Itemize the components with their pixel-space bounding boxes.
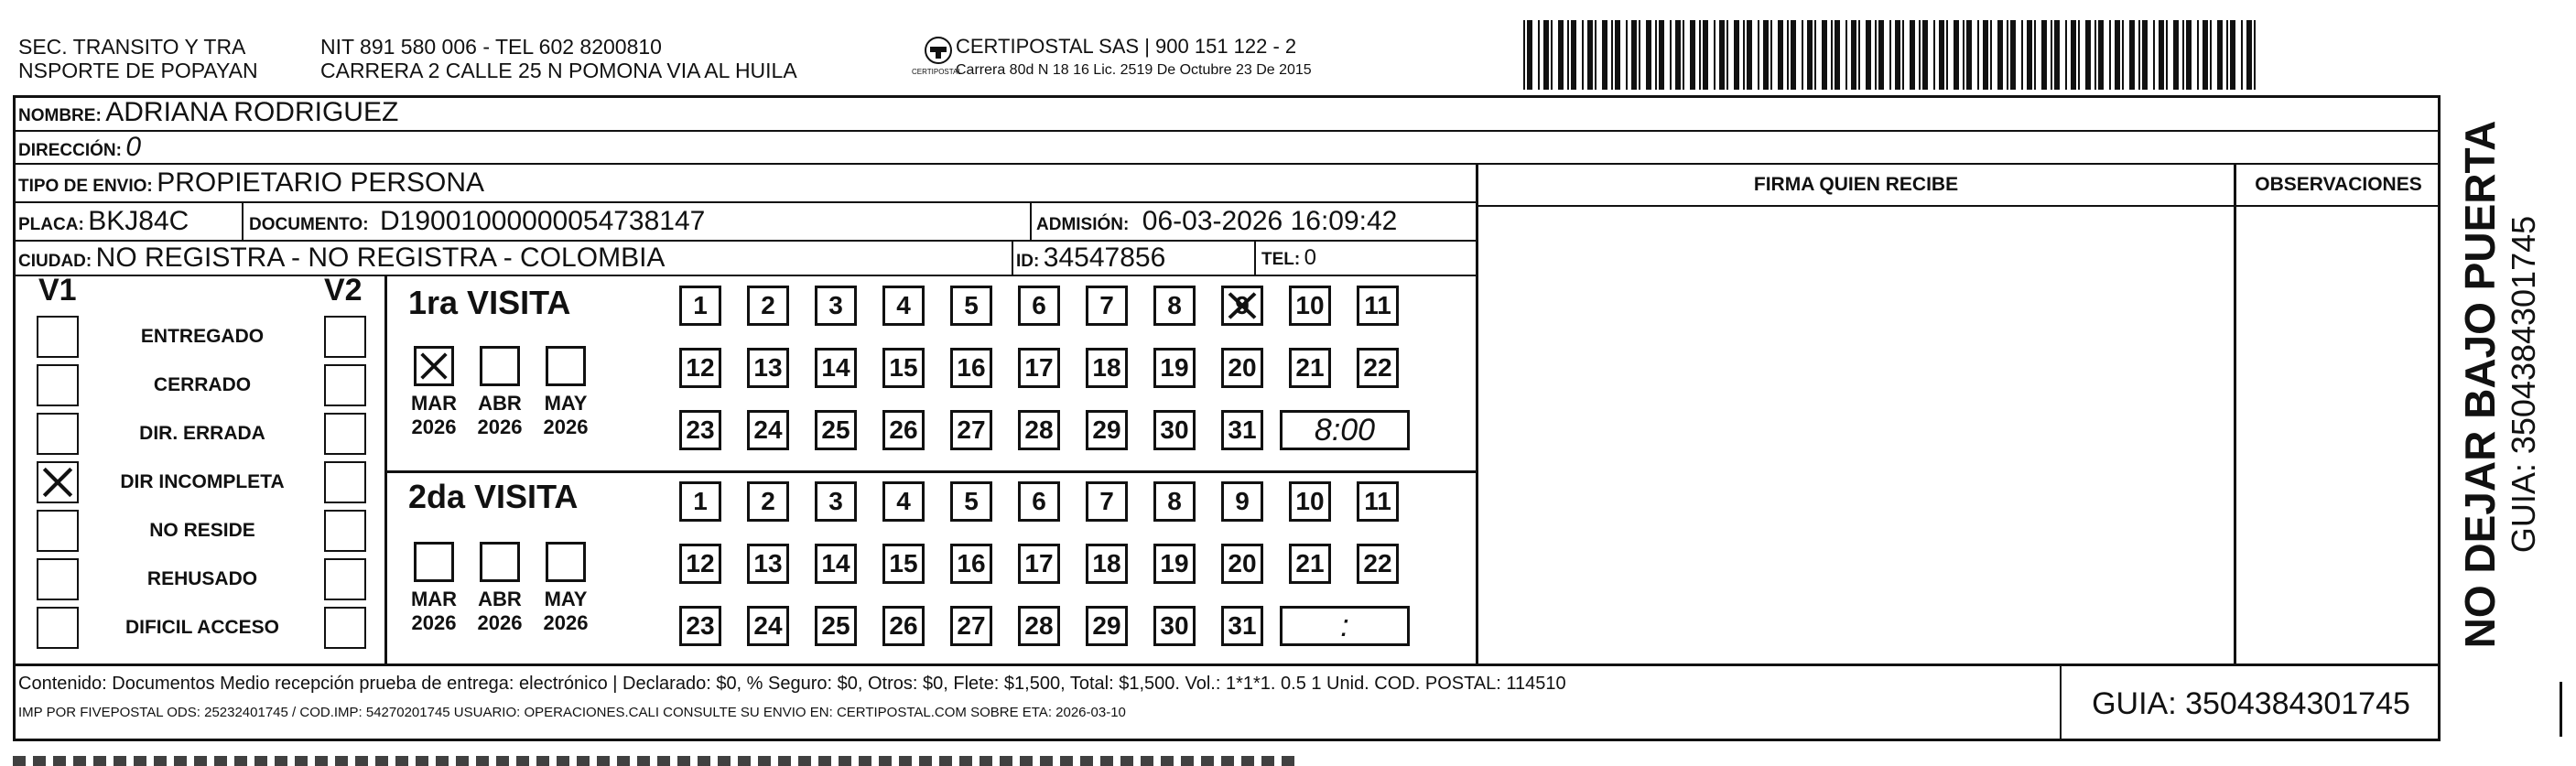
visit1-day-10[interactable]: 10	[1289, 286, 1331, 326]
visit2-month-label: ABR 2026	[477, 588, 523, 634]
barcode-bar	[2138, 20, 2140, 90]
barcode-bar	[2115, 20, 2120, 90]
visit1-day-20[interactable]: 20	[1221, 348, 1263, 388]
status-label: ENTREGADO	[140, 326, 265, 347]
visit2-title: 2da VISITA	[408, 478, 579, 515]
visit1-day-6[interactable]: 6	[1018, 286, 1060, 326]
visit2-day-22[interactable]: 22	[1357, 544, 1399, 584]
visit2-month-label: MAY 2026	[543, 588, 589, 634]
visit1-day-14[interactable]: 14	[815, 348, 857, 388]
barcode-bar	[2021, 20, 2023, 90]
visit1-month-checkbox-may[interactable]	[546, 346, 586, 386]
visit1-day-30[interactable]: 30	[1153, 410, 1196, 450]
barcode-bar	[2246, 20, 2252, 90]
barcode-bar	[1714, 20, 1716, 90]
plate-label: PLACA:	[18, 215, 84, 234]
v1-checkbox-dir-errada[interactable]	[37, 413, 79, 455]
barcode-bar	[1977, 20, 1979, 90]
barcode-bar	[2153, 20, 2155, 90]
status-label: DIR. ERRADA	[139, 423, 265, 444]
v1-header: V1	[38, 273, 77, 307]
barcode-bar	[2241, 20, 2243, 90]
barcode-bar	[1758, 20, 1759, 90]
visit1-day-13[interactable]: 13	[747, 348, 789, 388]
visit1-day-19[interactable]: 19	[1153, 348, 1196, 388]
visit2-day-1[interactable]: 1	[679, 481, 721, 522]
barcode-bar	[1582, 20, 1584, 90]
status-label: DIFICIL ACCESO	[124, 617, 279, 638]
v2-checkbox-rehusado[interactable]	[324, 558, 366, 600]
visit1-title: 1ra VISITA	[408, 284, 571, 321]
bottom-cutoff-text	[13, 756, 1294, 766]
barcode-bar	[2210, 20, 2212, 90]
sender-nit: NIT 891 580 006 - TEL 602 8200810	[320, 35, 662, 59]
barcode-bar	[1933, 20, 1935, 90]
barcode-bar	[1875, 20, 1877, 90]
visit2-day-26[interactable]: 26	[882, 606, 925, 646]
visit1-month-checkbox-abr[interactable]	[480, 346, 520, 386]
visit2-month-checkbox-abr[interactable]	[480, 542, 520, 582]
barcode-bar	[1858, 20, 1860, 90]
status-label: CERRADO	[153, 374, 252, 395]
barcode-bar	[1778, 20, 1783, 90]
city-field	[18, 242, 665, 275]
visit1-day-2[interactable]: 2	[747, 286, 789, 326]
barcode-bar	[1939, 20, 1944, 90]
visit1-month-label: MAY 2026	[543, 392, 589, 438]
visit1-day-26[interactable]: 26	[882, 410, 925, 450]
tel-value: 0	[1304, 245, 1317, 270]
visit1-day-23[interactable]: 23	[679, 410, 721, 450]
visit1-day-11[interactable]: 11	[1357, 286, 1399, 326]
barcode-bar	[2166, 20, 2168, 90]
visit1-day-27[interactable]: 27	[950, 410, 992, 450]
barcode-bar	[1626, 20, 1628, 90]
visit1-day-12[interactable]: 12	[679, 348, 721, 388]
barcode-bar	[2182, 20, 2184, 90]
barcode-bar	[1726, 20, 1728, 90]
barcode-bar	[1919, 20, 1921, 90]
visit1-day-5[interactable]: 5	[950, 286, 992, 326]
barcode-bar	[2034, 20, 2036, 90]
barcode-bar	[1851, 20, 1856, 90]
status-label: NO RESIDE	[149, 520, 255, 541]
barcode-bar	[1646, 20, 1651, 90]
barcode-bar	[1902, 20, 1904, 90]
barcode-bar	[1655, 20, 1657, 90]
admission-label: ADMISIÓN:	[1036, 215, 1130, 234]
visit2-day-7[interactable]: 7	[1086, 481, 1128, 522]
visit2-day-23[interactable]: 23	[679, 606, 721, 646]
barcode	[1523, 20, 2265, 90]
visit2-day-3[interactable]: 3	[815, 481, 857, 522]
barcode-bar	[2051, 20, 2052, 90]
barcode-bar	[1567, 20, 1569, 90]
barcode-bar	[1703, 20, 1708, 90]
tel-label: TEL:	[1261, 250, 1301, 269]
barcode-bar	[2197, 20, 2199, 90]
barcode-bar	[1889, 20, 1891, 90]
id-label: ID:	[1016, 252, 1040, 271]
barcode-bar	[1595, 20, 1596, 90]
visit2-day-15[interactable]: 15	[882, 544, 925, 584]
barcode-bar	[2186, 20, 2192, 90]
no-dejar-bajo-puerta: NO DEJAR BAJO PUERTA	[2456, 120, 2504, 649]
barcode-bar	[1611, 20, 1613, 90]
barcode-bar	[2071, 20, 2076, 90]
visit2-day-21[interactable]: 21	[1289, 544, 1331, 584]
barcode-bar	[1527, 20, 1532, 90]
side-panel	[2450, 120, 2550, 649]
status-label: REHUSADO	[146, 568, 258, 589]
barcode-bar	[2129, 20, 2135, 90]
barcode-bar	[1747, 20, 1752, 90]
barcode-bar	[2230, 20, 2235, 90]
admission-field	[1036, 203, 1397, 240]
document-value: D19001000000054738147	[380, 206, 706, 236]
visit2-day-29[interactable]: 29	[1086, 606, 1128, 646]
logo-text: CERTIPOSTAL	[912, 68, 962, 76]
v1-checkbox-entregado[interactable]	[37, 316, 79, 358]
barcode-bar	[1683, 20, 1684, 90]
barcode-bar	[1895, 20, 1900, 90]
barcode-bar	[2203, 20, 2208, 90]
visit2-day-25[interactable]: 25	[815, 606, 857, 646]
v1-checkbox-rehusado[interactable]	[37, 558, 79, 600]
name-label: NOMBRE:	[18, 106, 102, 125]
visit2-time-field[interactable]: :	[1280, 606, 1410, 646]
address-field	[18, 132, 141, 163]
id-value: 34547856	[1043, 243, 1166, 273]
signature-header: FIRMA QUIEN RECIBE	[1753, 174, 1959, 195]
visit2-day-30[interactable]: 30	[1153, 606, 1196, 646]
document-field	[249, 203, 705, 240]
barcode-bar	[1615, 20, 1620, 90]
visit2-day-8[interactable]: 8	[1153, 481, 1196, 522]
barcode-bar	[1787, 20, 1789, 90]
barcode-bar	[1699, 20, 1701, 90]
barcode-bar	[1639, 20, 1640, 90]
barcode-bar	[1602, 20, 1607, 90]
company-name: CERTIPOSTAL SAS | 900 151 122 - 2	[956, 35, 1297, 58]
barcode-bar	[1675, 20, 1681, 90]
visit1-day-17[interactable]: 17	[1018, 348, 1060, 388]
barcode-bar	[1997, 20, 2003, 90]
name-field	[18, 95, 398, 130]
barcode-bar	[2085, 20, 2091, 90]
sender-address: CARRERA 2 CALLE 25 N POMONA VIA AL HUILA	[320, 59, 797, 82]
v1-checkbox-dificil-acceso[interactable]	[37, 607, 79, 649]
visit2-day-24[interactable]: 24	[747, 606, 789, 646]
barcode-bar	[1631, 20, 1637, 90]
company-license: Carrera 80d N 18 16 Lic. 2519 De Octubre 23 De 2015	[956, 62, 1312, 78]
barcode-bar	[2007, 20, 2008, 90]
barcode-bar	[1558, 20, 1564, 90]
id-field	[1016, 242, 1165, 275]
barcode-bar	[1763, 20, 1769, 90]
visit2-day-4[interactable]: 4	[882, 481, 925, 522]
barcode-bar	[1822, 20, 1827, 90]
barcode-bar	[1659, 20, 1664, 90]
sender-name-line2: NSPORTE DE POPAYAN	[18, 59, 258, 82]
visit1-day-21[interactable]: 21	[1289, 348, 1331, 388]
barcode-bar	[2010, 20, 2016, 90]
document-label: DOCUMENTO:	[249, 215, 369, 234]
visit2-day-27[interactable]: 27	[950, 606, 992, 646]
barcode-bar	[1538, 20, 1540, 90]
barcode-bar	[2054, 20, 2060, 90]
barcode-bar	[1966, 20, 1972, 90]
visit1-day-29[interactable]: 29	[1086, 410, 1128, 450]
barcode-bar	[1831, 20, 1833, 90]
v2-header: V2	[324, 273, 363, 307]
v2-checkbox-dir-incompleta[interactable]	[324, 461, 366, 503]
city-label: CIUDAD:	[18, 252, 92, 271]
barcode-bar	[1807, 20, 1813, 90]
barcode-bar	[1983, 20, 1988, 90]
visit1-day-4[interactable]: 4	[882, 286, 925, 326]
visit1-day-18[interactable]: 18	[1086, 348, 1128, 388]
barcode-bar	[1878, 20, 1884, 90]
barcode-bar	[1835, 20, 1840, 90]
recipient-address: 0	[125, 132, 142, 162]
visit1-day-9[interactable]: 9	[1221, 286, 1263, 326]
barcode-bar	[1866, 20, 1871, 90]
barcode-bar	[2041, 20, 2047, 90]
admission-value: 06-03-2026 16:09:42	[1142, 206, 1398, 236]
sender-name-line1: SEC. TRANSITO Y TRA	[18, 35, 246, 59]
barcode-bar	[2226, 20, 2228, 90]
barcode-bar	[2142, 20, 2148, 90]
v2-checkbox-cerrado[interactable]	[324, 364, 366, 406]
side-guia: GUIA: 3504384301745	[2505, 215, 2542, 554]
visit2-day-10[interactable]: 10	[1289, 481, 1331, 522]
barcode-bar	[1543, 20, 1549, 90]
v2-checkbox-dificil-acceso[interactable]	[324, 607, 366, 649]
visit1-month-label: MAR 2026	[410, 392, 458, 438]
visit1-day-15[interactable]: 15	[882, 348, 925, 388]
barcode-bar	[2027, 20, 2032, 90]
barcode-bar	[1910, 20, 1915, 90]
barcode-bar	[1587, 20, 1593, 90]
visit1-day-7[interactable]: 7	[1086, 286, 1128, 326]
visit2-day-11[interactable]: 11	[1357, 481, 1399, 522]
visit1-day-3[interactable]: 3	[815, 286, 857, 326]
barcode-bar	[1571, 20, 1576, 90]
shipping-type-field	[18, 165, 484, 201]
barcode-bar	[2173, 20, 2179, 90]
v2-checkbox-no-reside[interactable]	[324, 510, 366, 552]
barcode-bar	[1523, 20, 1525, 90]
v1-checkbox-cerrado[interactable]	[37, 364, 79, 406]
visit2-day-20[interactable]: 20	[1221, 544, 1263, 584]
visit2-day-6[interactable]: 6	[1018, 481, 1060, 522]
barcode-bar	[1743, 20, 1745, 90]
barcode-bar	[1954, 20, 1959, 90]
barcode-bar	[2122, 20, 2124, 90]
print-details: IMP POR FIVEPOSTAL ODS: 25232401745 / COD.IMP: 54270201745 USUARIO: OPERACIONES.CALI CONSULTE SU ENVIO EN: CERTIPOSTAL.COM SOBRE ETA: 2026-03-10	[18, 705, 1126, 720]
barcode-bar	[2217, 20, 2223, 90]
visit1-day-24[interactable]: 24	[747, 410, 789, 450]
barcode-bar	[1990, 20, 1992, 90]
barcode-bar	[1963, 20, 1964, 90]
visit2-day-9[interactable]: 9	[1221, 481, 1263, 522]
barcode-bar	[2098, 20, 2104, 90]
observations-header: OBSERVACIONES	[2255, 174, 2422, 195]
visit2-day-31[interactable]: 31	[1221, 606, 1263, 646]
visit1-day-28[interactable]: 28	[1018, 410, 1060, 450]
plate-field	[18, 203, 189, 240]
barcode-bar	[1946, 20, 1948, 90]
visit2-day-19[interactable]: 19	[1153, 544, 1196, 584]
visit2-day-5[interactable]: 5	[950, 481, 992, 522]
v1-checkbox-dir-incompleta[interactable]	[37, 461, 79, 503]
barcode-bar	[2159, 20, 2164, 90]
visit1-day-8[interactable]: 8	[1153, 286, 1196, 326]
visit2-month-label: MAR 2026	[410, 588, 458, 634]
barcode-bar	[1670, 20, 1672, 90]
visit1-day-16[interactable]: 16	[950, 348, 992, 388]
city-value: NO REGISTRA - NO REGISTRA - COLOMBIA	[95, 243, 666, 273]
visit1-time-field[interactable]: 8:00	[1280, 410, 1410, 450]
visit2-day-14[interactable]: 14	[815, 544, 857, 584]
visit1-month-label: ABR 2026	[477, 392, 523, 438]
shipping-type: PROPIETARIO PERSONA	[157, 167, 485, 198]
shipping-type-label: TIPO DE ENVIO:	[18, 177, 153, 196]
barcode-bar	[1770, 20, 1772, 90]
visit2-day-2[interactable]: 2	[747, 481, 789, 522]
tel-field	[1261, 242, 1316, 275]
plate-value: BKJ84C	[88, 206, 189, 236]
visit2-day-13[interactable]: 13	[747, 544, 789, 584]
barcode-bar	[2109, 20, 2111, 90]
barcode-bar	[2065, 20, 2067, 90]
guia-box-text: GUIA: 3504384301745	[2092, 686, 2410, 721]
visit1-day-31[interactable]: 31	[1221, 410, 1263, 450]
status-label: DIR INCOMPLETA	[120, 471, 285, 492]
address-label: DIRECCIÓN:	[18, 141, 122, 160]
visit1-day-22[interactable]: 22	[1357, 348, 1399, 388]
visit2-day-28[interactable]: 28	[1018, 606, 1060, 646]
barcode-bar	[1802, 20, 1803, 90]
barcode-bar	[1690, 20, 1695, 90]
barcode-bar	[1814, 20, 1816, 90]
barcode-bar	[2094, 20, 2096, 90]
visit2-day-17[interactable]: 17	[1018, 544, 1060, 584]
visit1-day-25[interactable]: 25	[815, 410, 857, 450]
barcode-bar	[1719, 20, 1725, 90]
visit2-month-checkbox-may[interactable]	[546, 542, 586, 582]
v2-checkbox-dir-errada[interactable]	[324, 413, 366, 455]
barcode-bar	[2078, 20, 2080, 90]
visit2-month-checkbox-mar[interactable]	[414, 542, 454, 582]
barcode-bar	[1551, 20, 1553, 90]
visit2-day-16[interactable]: 16	[950, 544, 992, 584]
barcode-bar	[1922, 20, 1928, 90]
visit1-month-checkbox-mar[interactable]	[414, 346, 454, 386]
visit1-day-1[interactable]: 1	[679, 286, 721, 326]
content-details: Contenido: Documentos Medio recepción prueba de entrega: electrónico | Declarado: $0, % Seguro: $0, Otros: $0, Flete: $1,500, Total: $1,500. Vol.: 1*1*1. 0.5 1 Unid. COD. POSTAL: 114510	[18, 674, 1566, 694]
recipient-name: ADRIANA RODRIGUEZ	[105, 97, 399, 127]
barcode-bar	[1845, 20, 1847, 90]
v2-checkbox-entregado[interactable]	[324, 316, 366, 358]
visit2-day-18[interactable]: 18	[1086, 544, 1128, 584]
barcode-bar	[2254, 20, 2256, 90]
v1-checkbox-no-reside[interactable]	[37, 510, 79, 552]
barcode-bar	[1734, 20, 1739, 90]
barcode-bar	[1791, 20, 1796, 90]
visit2-day-12[interactable]: 12	[679, 544, 721, 584]
